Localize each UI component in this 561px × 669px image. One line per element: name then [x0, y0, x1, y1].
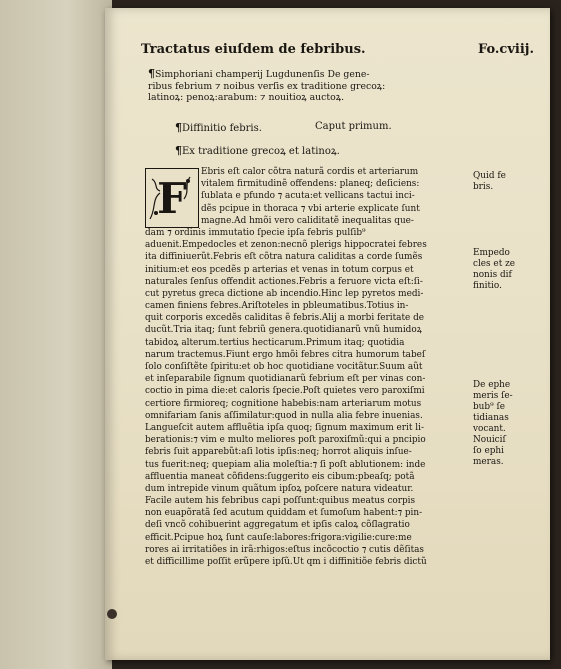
text-line: omnifariam ſanis aſſimilatur:quod in nulla alia febre inuenias. [145, 410, 423, 421]
body-text [145, 166, 471, 568]
text-line: febris ſuit apparebũt:aſi lotis ipſis:neq; horrot aliquis inſue- [145, 447, 412, 458]
text-line: deſi vncõ cohibuerint aggregatum et ipſis caloꝝ cõſlagratio [145, 520, 410, 531]
text-line: ita diffiniuerũt.Febris eſt cõtra natura caliditas a corde ſumẽs [145, 252, 423, 263]
paragraph-mark-icon: ¶ [175, 144, 182, 157]
paragraph-mark-icon: ¶ [148, 68, 155, 80]
text-line: et inſeparabile ſignum quotidianarũ febrium eſt per vinas con- [145, 374, 426, 385]
text-line: dum intrepide vinum quãtum ipſoꝝ poſcere natura videatur. [145, 483, 414, 494]
text-line: coctio in pima die:et caloris ſpecie.Poſt quietes vero paroxiſmi [145, 386, 425, 397]
text-line: certiore firmioreq; cognitione habebis:nam arteriarum motus [145, 398, 422, 409]
text-line: ſublata e pfundo ⁊ acuta:et vellicans tactui inci- [201, 191, 415, 202]
text-line: quit corporis excedẽs caliditas ẽ febris.Alij a morbi feritate de [145, 313, 425, 324]
text-line: narum tractemus.Fiunt ergo hmõi febres citra humorum tabeſ [145, 349, 426, 360]
initial-letter: F [157, 173, 187, 223]
text-line: camen finiens febres.Ariſtoteles in pbleumatibus.Totius in- [145, 301, 409, 312]
text-line: et difficillime poſſit erũpere ipſũ.Ut qm i diffinitiõe febris dictũ [145, 557, 427, 567]
folio-number: Fo.cviij. [477, 42, 534, 57]
text-line: initium:et eos pcedẽs p arterias et venas in totum corpus et [145, 264, 414, 275]
previous-leaf-edge [0, 0, 112, 669]
text-line: ducũt.Tria itaq; ſunt febriũ genera.quotidianarũ vnũ humidoꝝ [145, 325, 422, 336]
intro-paragraph [148, 68, 518, 104]
binding-hole [107, 609, 117, 619]
text-line: non euapõratã ſed acutum quiddam et ſumoſum habent:⁊ pin- [145, 508, 423, 519]
margin-note-empedocles: Empedo cles et ze nonis dif finitio. [473, 248, 516, 291]
text-line: magne.Ad hmõi vero caliditatẽ inequalitas que- [201, 215, 414, 226]
text-line: tabidoꝝ alterum.tertius hecticarum.Primum itaq; quotidia [145, 337, 405, 348]
chapter-heading: Caput primum. [315, 121, 392, 132]
text-line: tus fuerit:neq; quepiam alia moleſtia:⁊ ſi poſt ablutionem: inde [145, 459, 426, 470]
text-line: rores ai irritatiões in irã:rhigos:eſtus incõcoctio ⁊ cutis dẽſitas [145, 544, 424, 555]
text-line: cut pyretus greca dictione ab incendio.Hinc lep pyretos medi- [145, 288, 424, 299]
text-line: vitalem firmitudinẽ offendens: planeq; deſiciens: [201, 179, 420, 190]
text-line: affluentia maneat cõfidens:ſuggerito eis cibum:pbeaſq; potã [145, 471, 415, 482]
text-line: aduenit.Empedocles et zenon:necnõ plerigs hippocratei febres [145, 240, 427, 251]
section-heading-row [175, 121, 505, 134]
book-page [105, 8, 550, 660]
margin-note-ephemeris: De ephe meris ſe- bub⁹ ſe tidianas vocant. Nouiciſ ſo ephi meras. [473, 380, 513, 467]
intro-line: ribus febrium ⁊ noibus verſis ex traditione grecoꝝ: [148, 80, 386, 92]
text-line: naturales ſenſus offendit actiones.Febris a feruore victa eſt:ſi- [145, 276, 423, 287]
text-line: Ebris eſt calor cõtra naturã cordis et arteriarum [201, 167, 419, 177]
text-line: Facile autem his febribus capi poſſunt:quibus meatus corpis [145, 496, 416, 507]
text-line: berationis:⁊ vim e multo meliores poſt paroxiſmũ:qui a pncipio [145, 435, 426, 446]
paragraph-mark-icon: ¶ [175, 121, 182, 134]
definition-heading: Diffinitio febris. [182, 123, 262, 134]
text-line: Langueſcit autem affluẽtia ipſa quoq; ſignum maximum erit li- [145, 422, 424, 433]
intro-line: latinoꝝ: penoꝝ:arabum: ⁊ nouitioꝝ auctoꝝ. [148, 92, 345, 104]
text-line: efficit.Pcipue hoꝝ ſunt cauſe:labores:frigora:vigilie:cure:me [145, 532, 412, 543]
text-line: ſolo conſiſtẽte ſpiritu:et ob hoc quotidiane vocitãtur.Suum aũt [145, 362, 423, 372]
running-head [141, 42, 534, 57]
text-line: dam ⁊ ordinis immutatio ſpecie ipſa febris pulſib⁹ [145, 227, 366, 238]
running-head-title: Tractatus eiuſdem de febribus. [141, 42, 366, 57]
subheading: ¶Ex traditione grecoꝝ et latinoꝝ. [175, 144, 340, 157]
intro-line: ¶Simphoriani champerij Lugdunenſis De gene- [148, 68, 370, 80]
margin-note-definition: Quid fe bris. [473, 171, 506, 192]
text-line: dẽs pcipue in thoraca ⁊ vbi arterie explicate ſunt [201, 203, 420, 214]
